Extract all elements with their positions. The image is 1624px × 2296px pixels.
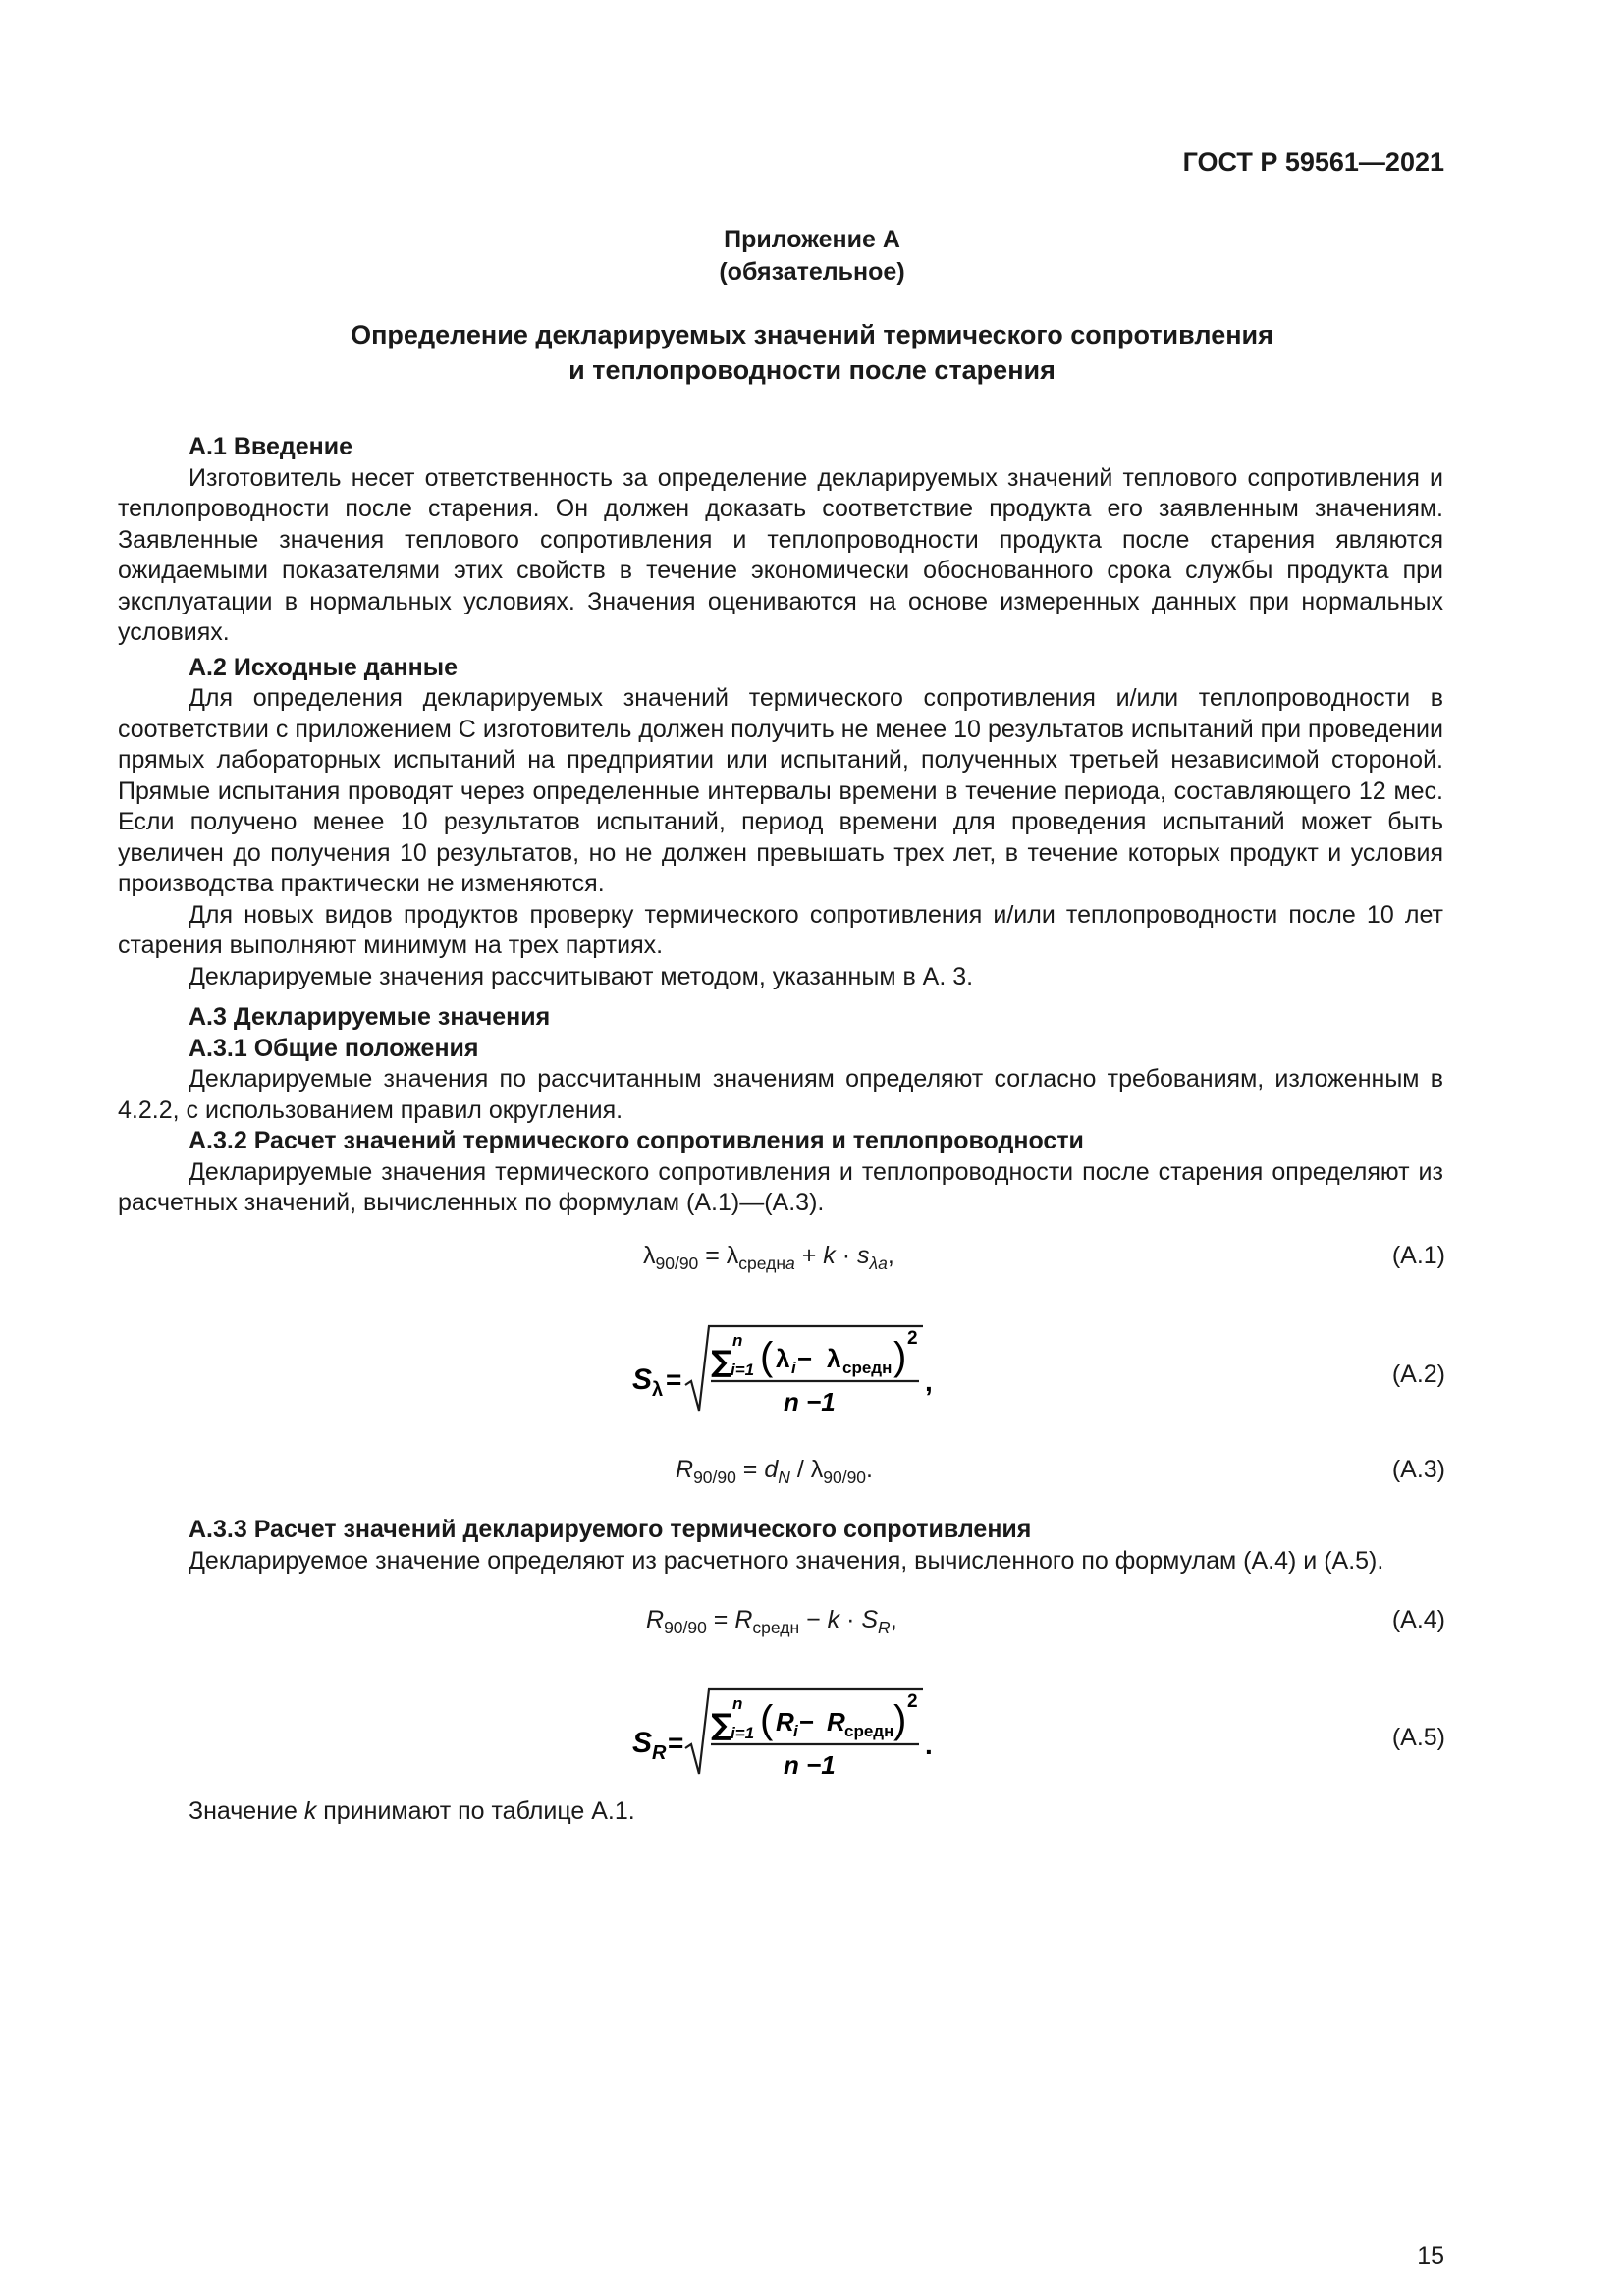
formula-a2-number: (А.2) [1391,1361,1445,1388]
section-a2-paragraph-2: Для новых видов продуктов проверку термического сопротивления и/или теплопроводности после 10 лет старения выполняют минимум на трех партиях. [118,900,1443,959]
svg-text:λ: λ [776,1344,790,1373]
section-a33-title: А.3.3 Расчет значений декларируемого термического сопротивления [189,1516,1032,1543]
page-number: 15 [1417,2242,1444,2269]
formula-a2-lhs-sub: λ [652,1379,664,1401]
section-a2-title: А.2 Исходные данные [189,653,459,681]
formula-a2-graphic [628,1320,952,1418]
svg-text:i=1: i=1 [731,1361,755,1379]
annex-heading-line1: Определение декларируемых значений термического сопротивления [351,320,1273,349]
formula-a5-number: (А.5) [1391,1724,1445,1751]
svg-text:i: i [793,1722,798,1740]
svg-text:λ: λ [827,1344,841,1373]
formula-a1-expression: $\lambda_{90/90} = \lambda_{средна} + k \cdot s_{\lambda a}$, [643,1242,894,1273]
svg-text:−: − [797,1344,813,1373]
body-sections-2 [118,1515,1443,1576]
svg-text:i: i [791,1359,796,1377]
svg-text:=: = [668,1728,684,1758]
annex-title-block [0,224,1624,289]
k-note [118,1796,1443,1828]
section-a31-title: А.3.1 Общие положения [189,1034,479,1062]
k-note-paragraph: Значение k принимают по таблице А.1. [189,1797,635,1825]
formula-a5-graphic [628,1683,952,1782]
annex-heading-line2: и теплопроводности после старения [568,355,1056,385]
svg-text:,: , [925,1366,933,1397]
formula-a4-expression: $R_{90/90} = R_{средн} - k \cdot S_R$, [646,1606,897,1637]
svg-text:n: n [732,1331,743,1350]
section-a32-title: А.3.2 Расчет значений термического сопротивления и теплопроводности [189,1127,1084,1154]
formula-a4-number: (А.4) [1391,1606,1445,1633]
svg-text:средн: средн [842,1359,893,1377]
annex-label: Приложение А [724,226,900,253]
svg-text:∑: ∑ [711,1345,732,1379]
svg-text:R: R [776,1707,794,1736]
formula-a5 [0,1683,1624,1782]
section-a33-paragraph: Декларируемое значение определяют из расчетного значения, вычисленного по формулам (А.4) и (А.5). [189,1546,1384,1575]
annex-status: (обязательное) [719,258,905,286]
svg-text:R: R [827,1707,845,1736]
formula-a3-expression: $R_{90/90} = d_N / \lambda_{90/90}$. [676,1456,873,1487]
svg-text:): ) [893,1698,907,1741]
section-a1-paragraph: Изготовитель несет ответственность за определение декларируемых значений теплового сопротивления и теплопроводности после старения. Он должен доказать соответствие продукта его заявленным значениям. Заявленные значения теплового сопротивления и теплопроводности продукта после старения являются ожидаемыми показателями этих свойств в течение экономически обоснованного срока службы продукта при эксплуатации в нормальных условиях. Значения оцениваются на основе измеренных данных при нормальных условиях. [118,463,1443,646]
formula-a5-lhs: S [632,1727,653,1759]
svg-text:(: ( [760,1698,774,1741]
formula-a2 [0,1320,1624,1418]
document-number: ГОСТ Р 59561—2021 [1182,147,1444,177]
svg-text:−: − [799,1707,815,1736]
svg-text:=: = [666,1364,682,1395]
formula-a1-number: (А.1) [1391,1242,1445,1269]
section-a3-title: А.3 Декларируемые значения [189,1003,551,1031]
svg-text:): ) [893,1335,907,1378]
annex-heading [0,317,1624,388]
svg-text:2: 2 [907,1691,918,1712]
section-a31-paragraph: Декларируемые значения по рассчитанным значениям определяют согласно требованиям, изложенным в 4.2.2, с использованием правил округления. [118,1065,1443,1124]
section-a1-title: А.1 Введение [189,433,352,460]
section-a2-paragraph-3: Декларируемые значения рассчитывают методом, указанным в А. 3. [189,962,974,990]
svg-text:средн: средн [844,1722,894,1740]
svg-text:.: . [925,1730,933,1760]
formula-a2-lhs: S [632,1363,653,1396]
svg-text:n: n [732,1694,743,1713]
formula-a5-lhs-sub: R [652,1742,667,1764]
svg-text:n −1: n −1 [784,1387,836,1416]
svg-text:n −1: n −1 [784,1750,836,1780]
svg-text:∑: ∑ [711,1708,732,1742]
section-a2-paragraph-1: Для определения декларируемых значений термического сопротивления и/или теплопроводности в соответствии с приложением С изготовитель должен получить не менее 10 результатов испытаний при проведении прямых лабораторных испытаний на предприятии или испытаний, полученных третьей независимой стороной. Прямые испытания проводят через определенные интервалы времени в течение периода, составляющего 12 мес. Если получено менее 10 результатов испытаний, период времени для проведения испытаний может быть увеличен до получения 10 результатов, но не должен превышать трех лет, в течение которых продукт и условия производства практически не изменяются. [118,684,1443,897]
svg-text:i=1: i=1 [731,1724,755,1742]
section-a32-paragraph: Декларируемые значения термического сопротивления и теплопроводности после старения определяют из расчетных значений, вычисленных по формулам (А.1)—(А.3). [118,1157,1443,1216]
body-sections-1 [118,432,1443,1219]
formula-a3-number: (А.3) [1391,1456,1445,1483]
svg-text:2: 2 [907,1328,918,1349]
svg-text:(: ( [760,1335,774,1378]
